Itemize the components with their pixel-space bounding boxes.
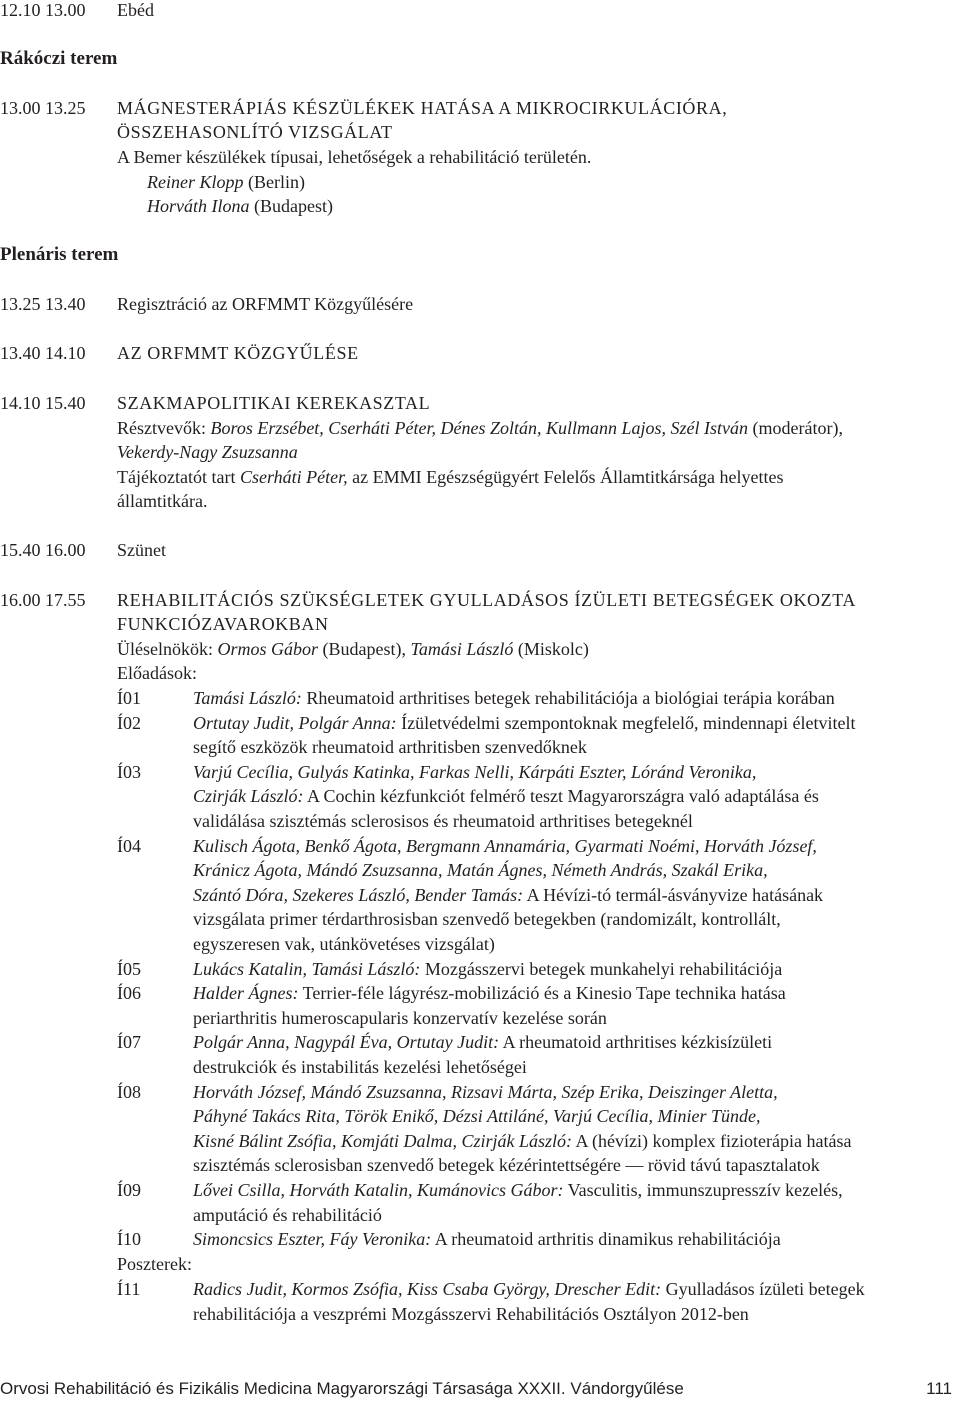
talk-authors: Ortutay Judit, Polgár Anna: [193, 712, 397, 733]
session-time: 13.00 13.25 [0, 98, 86, 118]
talk-code: Í03 [117, 761, 141, 782]
participants: Vekerdy-Nagy Zsuzsanna [117, 442, 298, 462]
session-title: MÁGNESTERÁPIÁS KÉSZÜLÉKEK HATÁSA A MIKROCIRKULÁCIÓRA, [117, 98, 728, 118]
session-title: REHABILITÁCIÓS SZÜKSÉGLETEK GYULLADÁSOS ÍZÜLETI BETEGSÉGEK OKOZTA [117, 590, 856, 610]
talk-authors: Varjú Cecília, Gulyás Katinka, Farkas Nelli, Kárpáti Eszter, Lóránd Veronika, [193, 761, 757, 782]
talk-line [193, 959, 782, 979]
talk-title: A (hévízi) komplex fizioterápia hatása [572, 1130, 852, 1151]
talk-line [193, 1304, 749, 1324]
talk-code: Í09 [117, 1180, 141, 1200]
talk-line [193, 811, 693, 831]
room-heading: Plenáris terem [0, 244, 119, 265]
talk-line [193, 786, 819, 806]
talk-title: destrukciók és instabilitás kezelési lehetőségei [193, 1057, 527, 1077]
talk-line [193, 1082, 778, 1102]
session-title: SZAKMAPOLITIKAI KEREKASZTAL [117, 393, 431, 413]
talk-line [193, 1155, 820, 1175]
page-number: 111 [926, 1379, 952, 1398]
session-title: AZ ORFMMT KÖZGYŰLÉSE [117, 343, 359, 363]
talk-line [193, 688, 835, 708]
page-footer [0, 1379, 960, 1399]
session-title: Szünet [117, 540, 166, 560]
talk-authors: Halder Ágnes: [193, 983, 299, 1004]
talk-line [193, 762, 756, 782]
talk-title: validálása szisztémás sclerosisos és rheumatoid arthritises betegeknél [193, 811, 693, 831]
talk-title: segítő eszközök rheumatoid arthritisben szenvedőknek [193, 737, 587, 758]
talk-authors: Kisné Bálint Zsófia, Komjáti Dalma, Czirják László: [193, 1130, 573, 1151]
talk-authors: Kránicz Ágota, Mándó Zsuzsanna, Matán Ágnes, Németh András, Szakál Erika, [193, 860, 768, 881]
session-title: Regisztráció az ORFMMT Közgyűlésére [117, 294, 414, 314]
speaker: Horváth Ilona (Budapest) [147, 196, 333, 216]
talk-line [193, 713, 856, 733]
talk-line [193, 1229, 781, 1249]
talk-code: Í11 [117, 1279, 141, 1299]
talk-title: amputáció és rehabilitáció [193, 1204, 382, 1225]
talk-authors: Lukács Katalin, Tamási László: [193, 958, 421, 979]
talk-title: A Hévízi-tó termál-ásványvize hatásának [523, 884, 824, 905]
talk-authors: Polgár Anna, Nagypál Éva, Ortutay Judit: [193, 1032, 500, 1053]
lectures-label: Előadások: [117, 663, 197, 683]
session-time: 14.10 15.40 [0, 393, 86, 413]
talk-line [193, 1057, 527, 1077]
talk-title: Gyulladásos ízületi betegek [661, 1279, 865, 1299]
talk-title: vizsgálata primer térdarthrosisban szenvedő betegekben (randomizált, kontrollált, [193, 909, 781, 930]
talk-line [193, 737, 587, 757]
talk-code: Í01 [117, 688, 141, 708]
talk-title: egyszeresen vak, utánkövetéses vizsgálat) [193, 934, 495, 954]
talk-code: Í10 [117, 1229, 141, 1250]
talk-code: Í04 [117, 835, 141, 856]
talk-code: Í06 [117, 983, 141, 1004]
talk-line [193, 836, 817, 856]
session-info: államtitkára. [117, 491, 208, 511]
session-title: Ebéd [117, 0, 154, 20]
session-time: 16.00 17.55 [0, 590, 86, 610]
talk-code: Í08 [117, 1081, 141, 1102]
talk-code: Í07 [117, 1032, 141, 1053]
talk-title: Rheumatoid arthritises betegek rehabilitációja a biológiai terápia korában [301, 688, 835, 708]
room-heading: Rákóczi terem [0, 48, 118, 69]
talk-title: A rheumatoid arthritis dinamikus rehabilitációja [431, 1229, 781, 1250]
talk-authors: Radics Judit, Kormos Zsófia, Kiss Csaba György, Drescher Edit: [193, 1279, 662, 1299]
talk-line [193, 860, 768, 880]
session-info: Tájékoztatót tart Cserháti Péter, az EMMI Egészségügyért Felelős Államtitkársága helyettes [117, 467, 784, 487]
talk-authors: Lővei Csilla, Horváth Katalin, Kumánovics Gábor: [193, 1180, 564, 1200]
session-subtitle: A Bemer készülékek típusai, lehetőségek a rehabilitáció területén. [117, 147, 592, 167]
talk-line [193, 1180, 843, 1200]
talk-line [193, 909, 781, 929]
session-title: FUNKCIÓZAVAROKBAN [117, 614, 329, 634]
talk-line [193, 1032, 772, 1052]
participants: Résztvevők: Boros Erzsébet, Cserháti Péter, Dénes Zoltán, Kullmann Lajos, Szél István (moderátor), [117, 418, 843, 438]
talk-authors: Simoncsics Eszter, Fáy Veronika: [193, 1229, 432, 1250]
session-time: 12.10 13.00 [0, 0, 86, 20]
talk-line [193, 1008, 607, 1028]
talk-code: Í02 [117, 712, 141, 733]
talk-authors: Tamási László: [193, 688, 302, 708]
session-time: 13.25 13.40 [0, 294, 86, 314]
talk-authors: Czirják László: [193, 786, 304, 807]
talk-line [193, 1279, 865, 1299]
talk-title: Mozgásszervi betegek munkahelyi rehabilitációja [420, 958, 783, 979]
posters-label: Poszterek: [117, 1254, 192, 1274]
talk-title: Ízületvédelmi szempontoknak megfelelő, mindennapi életvitelt [396, 712, 856, 733]
session-time: 15.40 16.00 [0, 540, 86, 560]
talk-title: rehabilitációja a veszprémi Mozgásszervi Rehabilitációs Osztályon 2012-ben [193, 1303, 749, 1324]
talk-title: A rheumatoid arthritises kézkisízületi [499, 1032, 773, 1053]
talk-title: Terrier-féle lágyrész-mobilizáció és a Kinesio Tape technika hatása [298, 983, 786, 1004]
talk-line [193, 983, 786, 1003]
talk-code: Í05 [117, 958, 141, 979]
chairs: Üléselnökök: Ormos Gábor (Budapest), Tamási László (Miskolc) [117, 639, 589, 659]
speaker: Reiner Klopp (Berlin) [147, 172, 305, 192]
talk-line [193, 1106, 760, 1126]
session-title: ÖSSZEHASONLÍTÓ VIZSGÁLAT [117, 122, 393, 142]
talk-authors: Kulisch Ágota, Benkő Ágota, Bergmann Annamária, Gyarmati Noémi, Horváth József, [193, 835, 817, 856]
talk-title: A Cochin kézfunkciót felmérő teszt Magyarországra való adaptálása és [303, 786, 819, 807]
talk-title: periarthritis humeroscapularis konzervatív kezelése során [193, 1007, 607, 1028]
talk-title: szisztémás sclerosisban szenvedő betegek kézérintettségére — rövid távú tapasztalatok [193, 1155, 820, 1176]
talk-title: Vasculitis, immunszupresszív kezelés, [563, 1180, 843, 1200]
footer-title: Orvosi Rehabilitáció és Fizikális Medicina Magyarországi Társasága XXXII. Vándorgyűlése [0, 1379, 684, 1398]
session-time: 13.40 14.10 [0, 343, 86, 363]
talk-authors: Szántó Dóra, Szekeres László, Bender Tamás: [193, 884, 524, 905]
talk-line [193, 885, 823, 905]
talk-line [193, 934, 495, 954]
talk-authors: Páhyné Takács Rita, Török Enikő, Dézsi Attiláné, Varjú Cecília, Minier Tünde, [193, 1106, 761, 1127]
talk-line [193, 1205, 382, 1225]
talk-authors: Horváth József, Mándó Zsuzsanna, Rizsavi Márta, Szép Erika, Deiszinger Aletta, [193, 1081, 778, 1102]
talk-line [193, 1131, 851, 1151]
